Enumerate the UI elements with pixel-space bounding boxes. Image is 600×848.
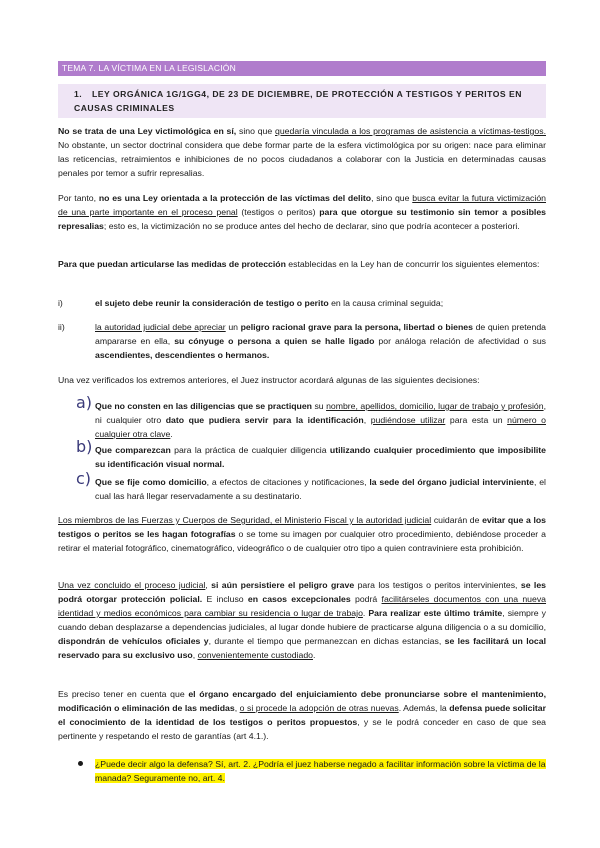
text: . Además, la [398,703,450,713]
text: podrá [350,594,382,604]
text-bold: la sede del órgano judicial interviniente [369,477,534,487]
text-underlined: convenientemente custodiado [197,650,313,660]
text-bold: no es una Ley orientada a la protección de las víctimas del delito [98,193,372,203]
text-underlined: la autoridad judicial debe apreciar [95,322,226,332]
paragraph-purpose [58,191,546,233]
list-item-text [95,443,546,471]
text-bold: Que comparezcan [95,445,171,455]
paragraph-requirements [58,257,546,271]
text: para la práctica de cualquier diligencia [170,445,330,455]
section-number: 1. [74,89,83,99]
text-underlined: pudiéndose utilizar [370,415,446,425]
text-bold: en casos excepcionales [247,594,351,604]
text: , ni cualquier otro [95,401,546,425]
text-bold: dato que pudiera servir para la identificación [165,415,364,425]
text-bold: su cónyuge o persona a quien se halle ligado [174,336,375,346]
list-item-text [95,320,546,362]
text: cuidarán de [431,515,483,525]
list-item-text [95,399,546,441]
list-item-i [58,296,546,312]
text-bold: Para realizar este último trámite [368,608,503,618]
text: Una vez verificados los extremos anteriores, el Juez instructor acordará algunas de las siguientes decisiones: [58,375,480,385]
text: , durante el tiempo que permanezcan en dichas estancias, [208,636,445,646]
text-underlined: Una vez concluido el proceso judicial [58,580,206,590]
list-marker: ii) [58,322,65,332]
list-marker: c) [76,469,92,488]
theme-title: TEMA 7. LA VÍCTIMA EN LA LEGISLACIÓN [62,63,236,73]
text-bold: el sujeto debe reunir la consideración de testigo o perito [95,298,329,308]
text: . [313,650,316,660]
paragraph-after-process [58,578,546,662]
text-bold: evitar que a los testigos o peritos se les hagan fotografías [58,515,546,539]
text: , [363,415,371,425]
text-underlined: o si procede la adopción de otras nuevas [239,703,399,713]
text: , [205,580,212,590]
text-bold: defensa puede solicitar el conocimiento de la identidad de los testigos o peritos propuestos [58,703,547,727]
text-underlined: facilitárseles documentos con una nueva identidad y medios económicos para cambiar su residencia o lugar de trabajo [58,594,547,618]
text: , y se le podrá conceder en caso de que sea pertinente y respetando el resto de garantías (art 4.1.). [58,717,547,741]
text-bold: para que otorgue su testimonio sin temor a posibles represalias [58,207,546,231]
text-bold: Que se fije como domicilio [95,477,207,487]
paragraph-photographs [58,513,546,555]
text: de quien pretenda ampararse en ella, [95,322,546,346]
text-underlined: busca evitar la futura victimización de una parte importante en el proceso penal [58,193,546,217]
section-heading [58,84,546,118]
text-bold: ascendientes, descendientes o hermanos. [95,350,270,360]
text: E incluso [202,594,248,604]
text-bold: peligro racional grave para la persona, libertad o bienes [240,322,473,332]
paragraph-decisions [58,373,546,387]
highlighted-text: ¿Puede decir algo la defensa? Sí, art. 2. ¿Podría el juez haberse negado a facilitar información sobre la víctima de la manada? Seguramente no, art. 4. [95,759,546,783]
text-bold: se les facilitará un local reservado para su exclusivo uso [58,636,547,660]
text-underlined: número o cualquier otra clave [95,415,546,439]
list-marker: b) [76,437,93,456]
text-bold: se les podrá otorgar protección policial. [58,580,547,604]
section-title: LEY ORGÁNICA 1G/1GG4, DE 23 DE DICIEMBRE, DE PROTECCIÓN A TESTIGOS Y PERITOS EN CAUSAS CRIMINALES [74,89,522,113]
list-marker: a) [76,393,93,412]
text-bold: Que no consten en las diligencias que se practiquen [95,401,312,411]
list-marker: i) [58,298,63,308]
paragraph-intro [58,124,546,180]
text: su [312,401,327,411]
note-text [95,757,546,785]
text-bold: dispondrán de vehículos oficiales y [58,636,209,646]
text: (testigos o peritos) [237,207,320,217]
list-item-text [95,296,546,310]
text: o se tome su imagen por cualquier otro procedimiento, debiéndose proceder a retirar el material fotográfico, cinematográfico, videográfico o de cualquier otro tipo a quien contraviniere esta prohibición. [58,529,546,553]
bullet-icon [78,761,83,766]
text: , siempre y cuando deban desplazarse a dependencias judiciales, al lugar donde hubiere de practicarse alguna diligencia o a su domicilio, [58,608,546,632]
text-bold: Para que puedan articularse las medidas de protección [58,259,286,269]
theme-title-bar [58,61,546,76]
text-underlined: Los miembros de las Fuerzas y Cuerpos de Seguridad, el Ministerio Fiscal y la autoridad judicial [58,515,432,525]
text: Es preciso tener en cuenta que [58,689,189,699]
text-underlined: nombre, apellidos, domicilio, lugar de trabajo y profesión [326,401,544,411]
list-item-c [58,469,546,503]
text: , el cual las hará llegar reservadamente a su destinatario. [95,477,546,501]
list-item-text [95,475,546,503]
text: Por tanto, [58,193,99,203]
paragraph-court-defense [58,687,546,743]
text: para los testigos o peritos intervinientes, [354,580,521,590]
text: , a efectos de citaciones y notificaciones, [206,477,370,487]
text: , [234,703,240,713]
text: sino que [236,126,276,136]
text: para esta un [445,415,508,425]
text: un [225,322,241,332]
text: , sino que [371,193,413,203]
text: por análoga relación de afectividad o sus [374,336,546,346]
list-item-ii [58,320,546,364]
text-bold: utilizando cualquier procedimiento que imposibilite su identificación visual normal. [95,445,547,469]
text: . [170,429,173,439]
text: , [192,650,198,660]
text: establecidas en la Ley han de concurrir los siguientes elementos: [285,259,540,269]
text-bold: No se trata de una Ley victimológica en sí, [58,126,237,136]
text-underlined: quedaría vinculada a los programas de asistencia a víctimas-testigos. [275,126,546,136]
text: ; esto es, la victimización no se produce antes del hecho de declarar, sino que podría acontecer a posteriori. [103,221,520,231]
text: en la causa criminal seguida; [328,298,444,308]
list-item-b [58,437,547,471]
text-bold: si aún persistiere el peligro grave [211,580,355,590]
text: No obstante, un sector doctrinal considera que debe formar parte de la esfera victimológica por su origen: nace para eliminar las reticencias, retraimientos e inhibiciones de no pocos ciudadanos a colaborar con la Justicia en determinadas causas penales por temor a sufrir represalias. [58,140,546,178]
text: . [362,608,369,618]
list-item-a [58,393,546,441]
text-bold: el órgano encargado del enjuiciamiento debe pronunciarse sobre el mantenimiento, modificación o eliminación de las medidas [58,689,546,713]
